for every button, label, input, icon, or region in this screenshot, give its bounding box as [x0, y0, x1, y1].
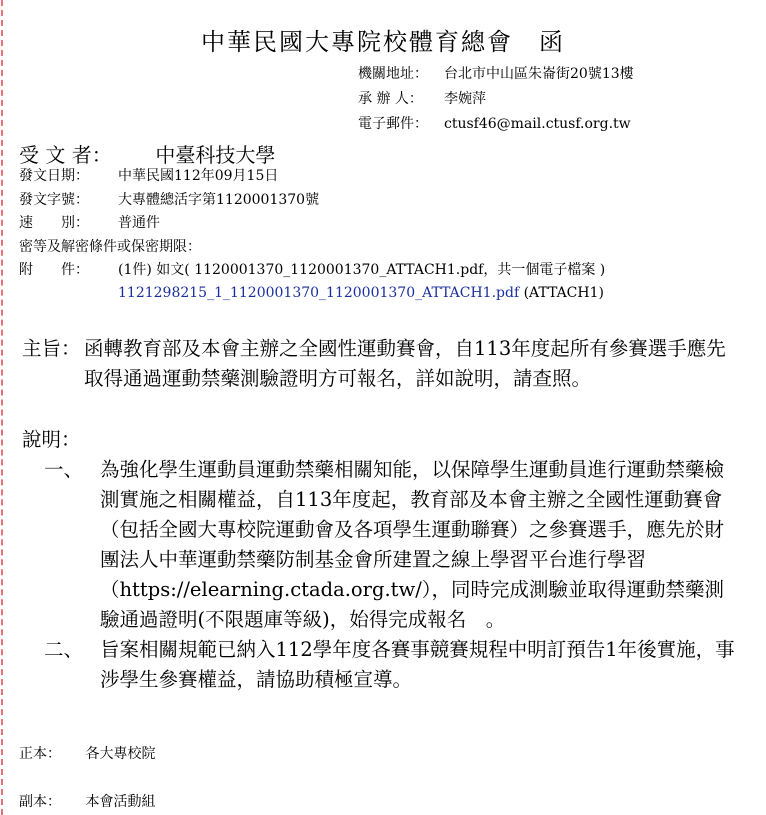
sender-email-row — [358, 112, 634, 137]
meta-number-row — [19, 189, 738, 213]
meta-number-label: 發文字號： — [19, 191, 89, 208]
sender-contact-label: 承 辦 人： — [358, 91, 423, 107]
subject — [22, 334, 744, 394]
subject-label: 主旨： — [22, 337, 81, 360]
meta-confidentiality-row — [19, 236, 738, 260]
explanation-item-number: 一、 — [44, 458, 84, 481]
meta-date-label: 發文日期： — [19, 168, 89, 184]
copy-recipient-value: 本會活動組 — [85, 794, 156, 810]
copy-recipient-label: 副本： — [19, 794, 61, 810]
recipient-value: 中臺科技大學 — [155, 143, 276, 167]
sender-info — [358, 62, 634, 137]
attachment-description: (1件) 如文( 1120001370_1120001370_ATTACH1.pdf，共一個電子檔案 ) — [118, 262, 606, 278]
meta-confidentiality-label: 密等及解密條件或保密期限： — [19, 238, 201, 255]
attachment-link[interactable]: 1121298215_1_1120001370_1120001370_ATTACH1.pdf — [118, 285, 520, 301]
copy-recipient — [19, 791, 155, 811]
document-meta — [19, 165, 738, 305]
document-title: 中華民國大專院校體育總會 函 — [201, 28, 565, 56]
meta-date-value: 中華民國112年09月15日 — [118, 168, 279, 184]
explanation-item-number: 二、 — [44, 638, 84, 661]
explanation-item-text: 旨案相關規範已納入112學年度各賽事競賽規程中明訂預告1年後實施，事涉學生參賽權益，請協助積極宣導。 — [100, 638, 735, 691]
attachment-row — [19, 259, 738, 305]
sender-address-label: 機關地址： — [358, 66, 428, 82]
recipient — [19, 139, 275, 168]
explanation-label: 說明： — [22, 428, 81, 451]
explanation-items — [44, 455, 736, 695]
primary-recipient-value: 各大專校院 — [85, 746, 156, 762]
sender-address-value: 台北市中山區朱崙街20號13樓 — [444, 66, 634, 82]
primary-recipient — [19, 743, 155, 763]
sender-email-value: ctusf46@mail.ctusf.org.tw — [444, 116, 631, 132]
page-margin-line — [1, 0, 3, 815]
sender-email-label: 電子郵件： — [358, 116, 428, 132]
explanation-item-text: 為強化學生運動員運動禁藥相關知能，以保障學生運動員進行運動禁藥檢測實施之相關權益，自113年度起，教育部及本會主辦之全國性運動賽會（包括全國大專校院運動會及各項學生運動聯賽）之參賽選手，應先於財團法人中華運動禁藥防制基金會所建置之線上學習平台進行學習（https://elearning.ctada.org.tw/），同時完成測驗並取得運動禁藥測驗通過證明(不限題庫等級)，始得完成報名 。 — [100, 458, 725, 631]
primary-recipient-label: 正本： — [19, 746, 61, 762]
sender-address-row — [358, 62, 634, 87]
explanation-item — [44, 455, 736, 635]
meta-priority-value: 普通件 — [118, 215, 160, 231]
meta-priority-row — [19, 212, 738, 236]
attachment-text — [118, 259, 738, 305]
sender-contact-value: 李婉萍 — [444, 91, 486, 107]
meta-priority-label: 速 別： — [19, 215, 89, 231]
subject-text: 函轉教育部及本會主辦之全國性運動賽會，自113年度起所有參賽選手應先取得通過運動禁藥測驗證明方可報名，詳如說明，請查照。 — [84, 337, 726, 390]
meta-number-value: 大專體總活字第1120001370號 — [118, 191, 320, 208]
sender-contact-row — [358, 87, 634, 112]
meta-date-row — [19, 165, 738, 189]
attachment-label: 附 件： — [19, 262, 89, 278]
explanation-item — [44, 635, 736, 695]
recipient-label: 受 文 者： — [19, 143, 112, 167]
attachment-suffix: (ATTACH1) — [519, 285, 604, 301]
